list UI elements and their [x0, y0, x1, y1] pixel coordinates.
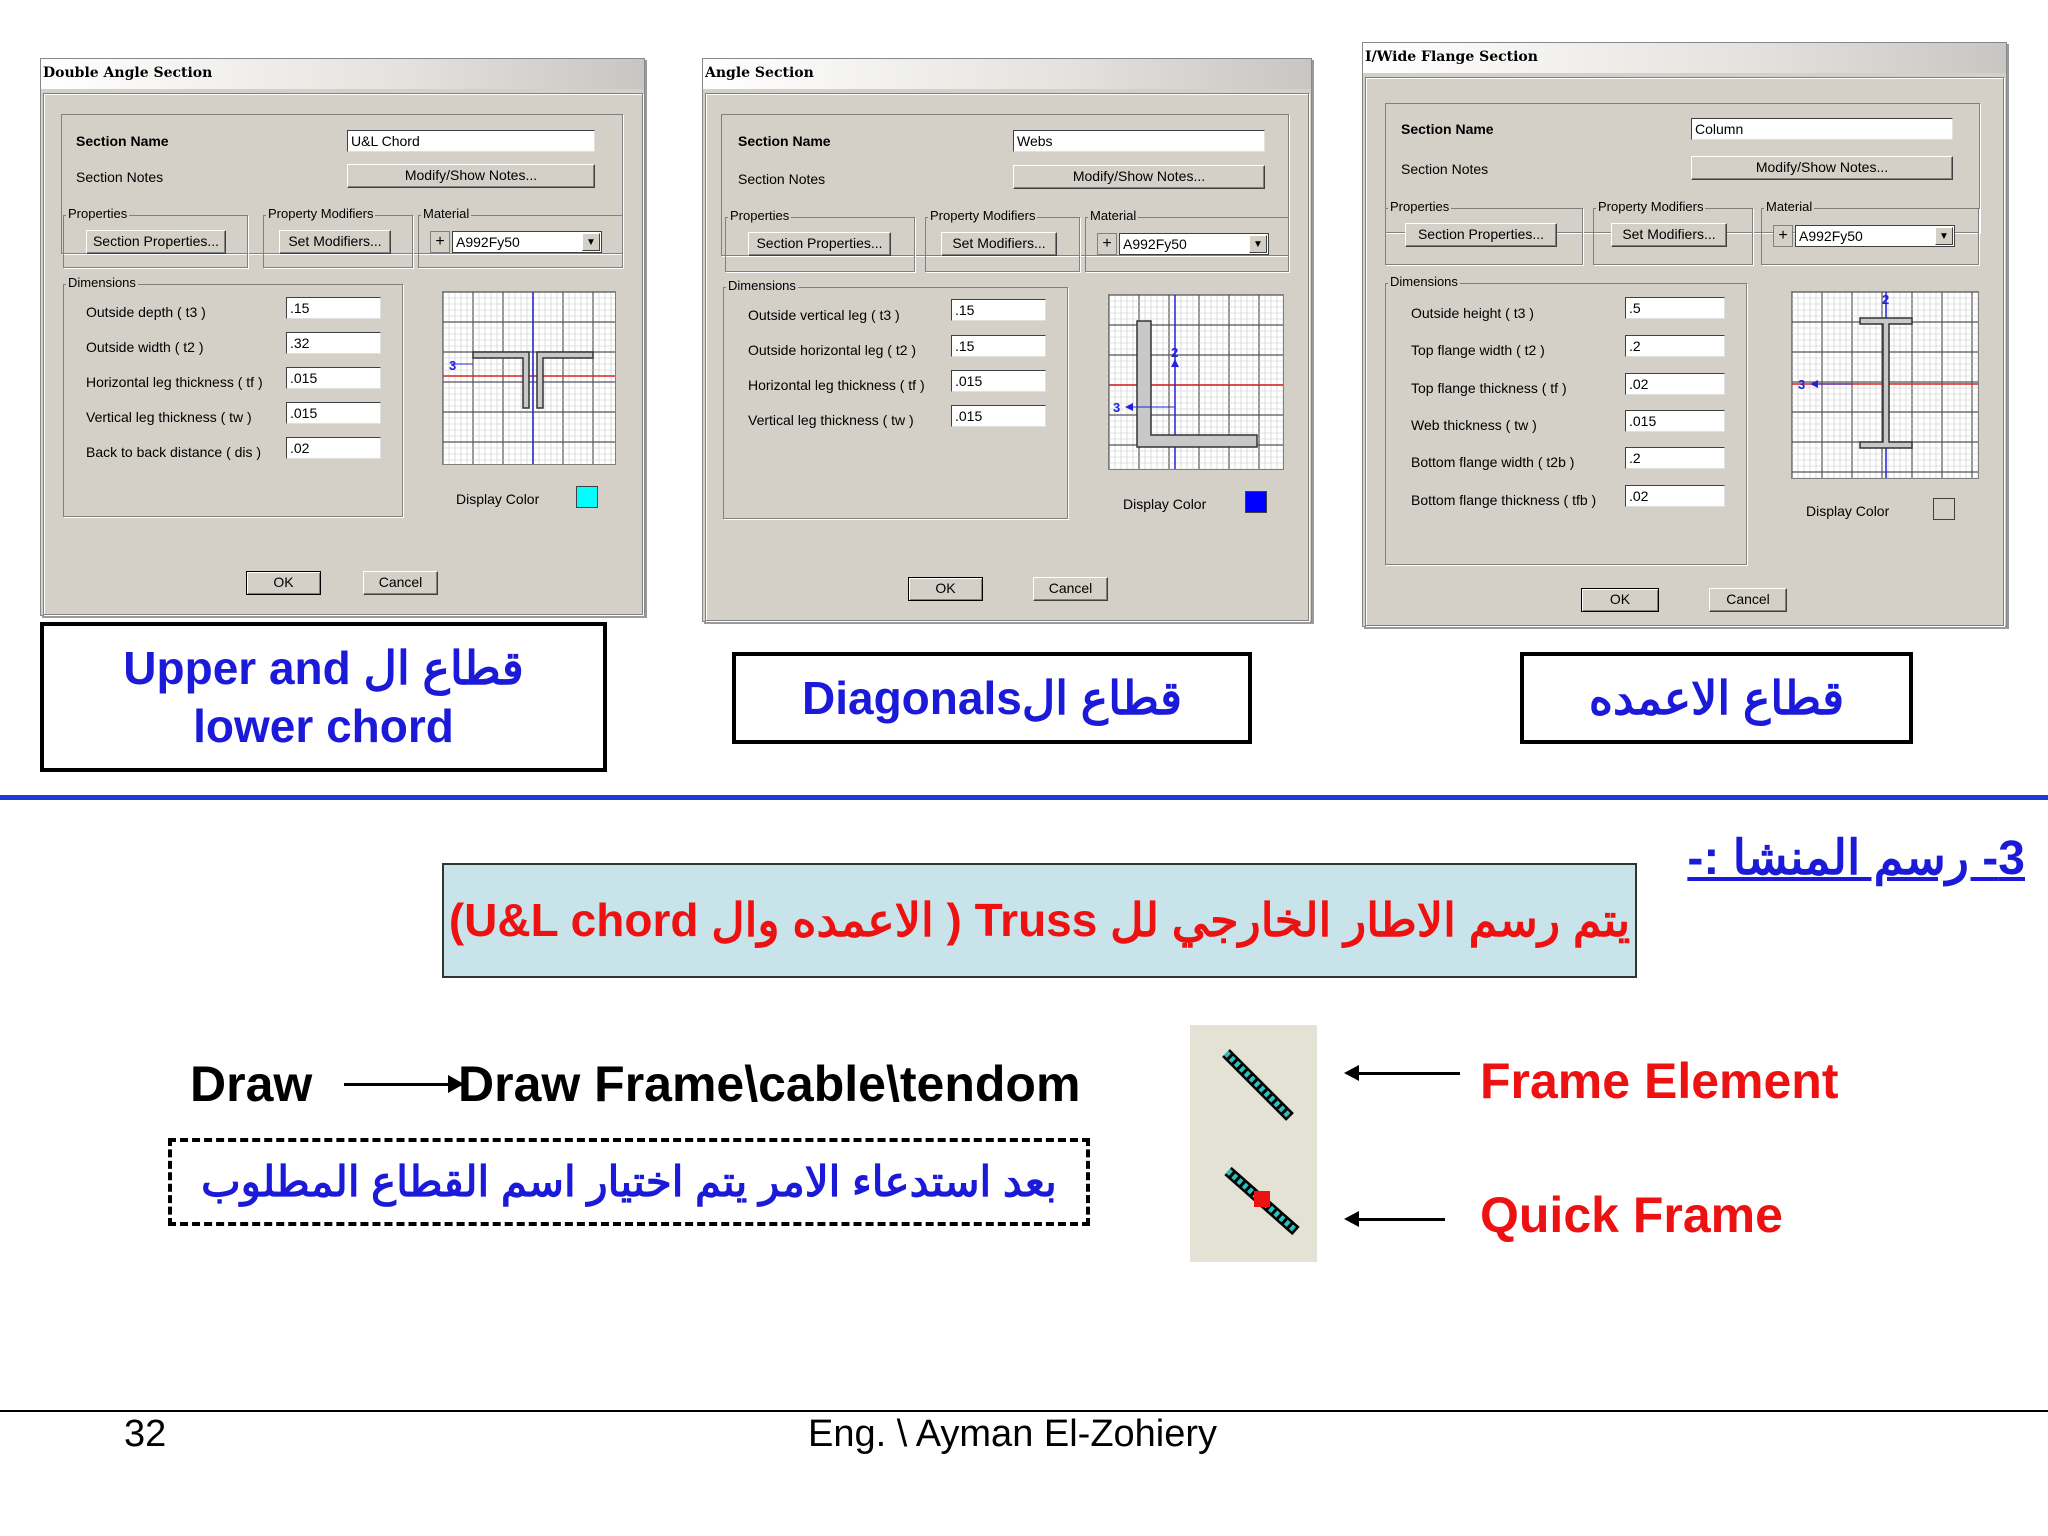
property-modifiers-group: Property Modifiers	[263, 215, 413, 268]
section-name-label: Section Name	[1401, 121, 1494, 137]
section-properties-button[interactable]: Section Properties...	[748, 232, 891, 256]
chevron-down-icon[interactable]: ▼	[582, 233, 600, 251]
svg-text:3: 3	[1798, 377, 1806, 392]
material-group: Material	[418, 215, 623, 268]
section-notes-label: Section Notes	[1401, 161, 1489, 177]
horizontal-leg-thickness-input[interactable]: .015	[286, 367, 381, 389]
svg-text:2: 2	[1882, 292, 1890, 307]
page-number: 32	[124, 1413, 167, 1455]
cancel-button[interactable]: Cancel	[1033, 577, 1108, 601]
dialog-title: Angle Section	[703, 59, 1311, 89]
cancel-button[interactable]: Cancel	[1709, 588, 1787, 612]
cancel-button[interactable]: Cancel	[363, 571, 438, 595]
quick-frame-icon[interactable]	[1190, 1025, 1317, 1262]
set-modifiers-button[interactable]: Set Modifiers...	[941, 232, 1057, 256]
dimensions-group: Dimensions	[63, 284, 403, 517]
set-modifiers-button[interactable]: Set Modifiers...	[1611, 223, 1727, 247]
section-preview-angle	[1108, 294, 1284, 470]
display-color-label: Display Color	[1806, 503, 1890, 519]
horizontal-leg-thickness-input[interactable]: .015	[951, 370, 1046, 392]
dimension-label: Bottom flange width ( t2b )	[1411, 454, 1575, 470]
section-name-input[interactable]: Column	[1691, 118, 1953, 140]
vertical-leg-thickness-input[interactable]: .015	[286, 402, 381, 424]
dimension-label: Outside height ( t3 )	[1411, 305, 1534, 321]
section-heading: 3- رسم المنشا :-	[1687, 832, 2025, 885]
arrow-right-icon	[344, 1083, 464, 1086]
section-name-label: Section Name	[738, 133, 831, 149]
outside-depth-input[interactable]: .15	[286, 297, 381, 319]
footer-author: Eng. \ Ayman El-Zohiery	[808, 1413, 1218, 1455]
modify-notes-button[interactable]: Modify/Show Notes...	[347, 164, 595, 188]
material-select[interactable]: A992Fy50 ▼	[1119, 233, 1269, 255]
properties-group: Properties	[1385, 208, 1583, 265]
footer-rule	[0, 1410, 2048, 1412]
section-notes-label: Section Notes	[738, 171, 826, 187]
dimension-label: Back to back distance ( dis )	[86, 444, 262, 460]
chord-caption-line-2: lower chord	[193, 700, 454, 752]
display-color-label: Display Color	[1123, 496, 1207, 512]
arrow-left-icon	[1350, 1218, 1445, 1221]
wide-flange-section-dialog	[1362, 42, 2007, 627]
diagonals-caption-box	[732, 652, 1252, 744]
dimension-label: Bottom flange thickness ( tfb )	[1411, 492, 1597, 508]
arrow-left-head-icon	[1344, 1211, 1359, 1227]
bottom-flange-thickness-input[interactable]: .02	[1625, 485, 1725, 507]
chord-caption-line-1: Upper and قطاع ال	[123, 642, 524, 694]
section-preview-wide-flange	[1791, 291, 1979, 479]
outside-vertical-leg-input[interactable]: .15	[951, 299, 1046, 321]
modify-notes-button[interactable]: Modify/Show Notes...	[1013, 165, 1265, 189]
double-angle-shape-icon	[443, 292, 615, 464]
add-material-button[interactable]: +	[1097, 233, 1117, 255]
display-color-swatch[interactable]	[1933, 498, 1955, 520]
double-angle-section-dialog	[40, 58, 645, 616]
modify-notes-button[interactable]: Modify/Show Notes...	[1691, 156, 1953, 180]
material-group: Material	[1085, 217, 1289, 272]
quick-frame-label: Quick Frame	[1480, 1187, 1783, 1243]
material-select[interactable]: A992Fy50 ▼	[452, 231, 602, 253]
top-flange-width-input[interactable]: .2	[1625, 335, 1725, 357]
set-modifiers-button[interactable]: Set Modifiers...	[279, 230, 391, 254]
add-material-button[interactable]: +	[1773, 225, 1793, 247]
back-to-back-distance-input[interactable]: .02	[286, 437, 381, 459]
angle-section-dialog	[702, 58, 1312, 622]
outside-horizontal-leg-input[interactable]: .15	[951, 335, 1046, 357]
section-properties-button[interactable]: Section Properties...	[86, 230, 226, 254]
outside-height-input[interactable]: .5	[1625, 297, 1725, 319]
section-name-input[interactable]: U&L Chord	[347, 130, 595, 152]
chevron-down-icon[interactable]: ▼	[1249, 235, 1267, 253]
arrow-left-head-icon	[1344, 1065, 1359, 1081]
section-properties-button[interactable]: Section Properties...	[1405, 223, 1557, 247]
chord-caption-box	[40, 622, 607, 772]
dimensions-group: Dimensions	[723, 287, 1068, 519]
arrow-left-icon	[1350, 1072, 1460, 1075]
svg-text:3: 3	[1113, 400, 1121, 415]
material-select[interactable]: A992Fy50 ▼	[1795, 225, 1955, 247]
dialog-title: Double Angle Section	[41, 59, 644, 89]
dimension-label: Vertical leg thickness ( tw )	[86, 409, 252, 425]
section-name-label: Section Name	[76, 133, 169, 149]
outside-width-input[interactable]: .32	[286, 332, 381, 354]
columns-caption: قطاع الاعمده	[1588, 672, 1845, 724]
angle-shape-icon	[1109, 295, 1283, 469]
dimension-label: Outside width ( t2 )	[86, 339, 204, 355]
toolbar-icon-panel	[1190, 1025, 1317, 1262]
properties-group: Properties	[63, 215, 248, 268]
section-name-input[interactable]: Webs	[1013, 130, 1265, 152]
dimensions-group: Dimensions	[1385, 283, 1747, 565]
properties-group: Properties	[725, 217, 915, 272]
dimension-label: Horizontal leg thickness ( tf )	[748, 377, 925, 393]
dimension-label: Outside horizontal leg ( t2 )	[748, 342, 917, 358]
dimension-label: Horizontal leg thickness ( tf )	[86, 374, 263, 390]
ok-button[interactable]: OK	[1581, 588, 1659, 612]
draw-menu-label: Draw	[190, 1056, 313, 1112]
frame-element-label: Frame Element	[1480, 1053, 1839, 1109]
web-thickness-input[interactable]: .015	[1625, 410, 1725, 432]
section-divider	[0, 795, 2048, 800]
display-color-label: Display Color	[456, 491, 540, 507]
ok-button[interactable]: OK	[908, 577, 983, 601]
dimension-label: Top flange width ( t2 )	[1411, 342, 1545, 358]
diagonals-caption: Diagonalsقطاع ال	[802, 672, 1182, 724]
dimension-label: Web thickness ( tw )	[1411, 417, 1537, 433]
ok-button[interactable]: OK	[246, 571, 321, 595]
draw-menu-path: Draw Frame\cable\tendom	[458, 1056, 1081, 1112]
chevron-down-icon[interactable]: ▼	[1935, 227, 1953, 245]
svg-text:3: 3	[449, 358, 457, 373]
dimension-label: Top flange thickness ( tf )	[1411, 380, 1567, 396]
display-color-swatch[interactable]	[576, 486, 598, 508]
bottom-flange-width-input[interactable]: .2	[1625, 447, 1725, 469]
vertical-leg-thickness-input[interactable]: .015	[951, 405, 1046, 427]
property-modifiers-group: Property Modifiers	[925, 217, 1080, 272]
section-preview-double-angle	[442, 291, 616, 465]
i-beam-shape-icon	[1792, 292, 1978, 478]
svg-text:2: 2	[1171, 345, 1179, 360]
material-group: Material	[1761, 208, 1979, 265]
add-material-button[interactable]: +	[430, 231, 450, 253]
highlight-instruction-box: يتم رسم الاطار الخارجي لل Truss ( الاعمده وال U&L chord)	[442, 863, 1637, 978]
top-flange-thickness-input[interactable]: .02	[1625, 373, 1725, 395]
dimension-label: Outside depth ( t3 )	[86, 304, 206, 320]
display-color-swatch[interactable]	[1245, 491, 1267, 513]
dashed-note-box: بعد استدعاء الامر يتم اختيار اسم القطاع المطلوب	[168, 1138, 1090, 1226]
columns-caption-box	[1520, 652, 1913, 744]
dimension-label: Vertical leg thickness ( tw )	[748, 412, 914, 428]
dialog-title: I/Wide Flange Section	[1363, 43, 2006, 73]
dimension-label: Outside vertical leg ( t3 )	[748, 307, 900, 323]
property-modifiers-group: Property Modifiers	[1593, 208, 1753, 265]
section-notes-label: Section Notes	[76, 169, 164, 185]
